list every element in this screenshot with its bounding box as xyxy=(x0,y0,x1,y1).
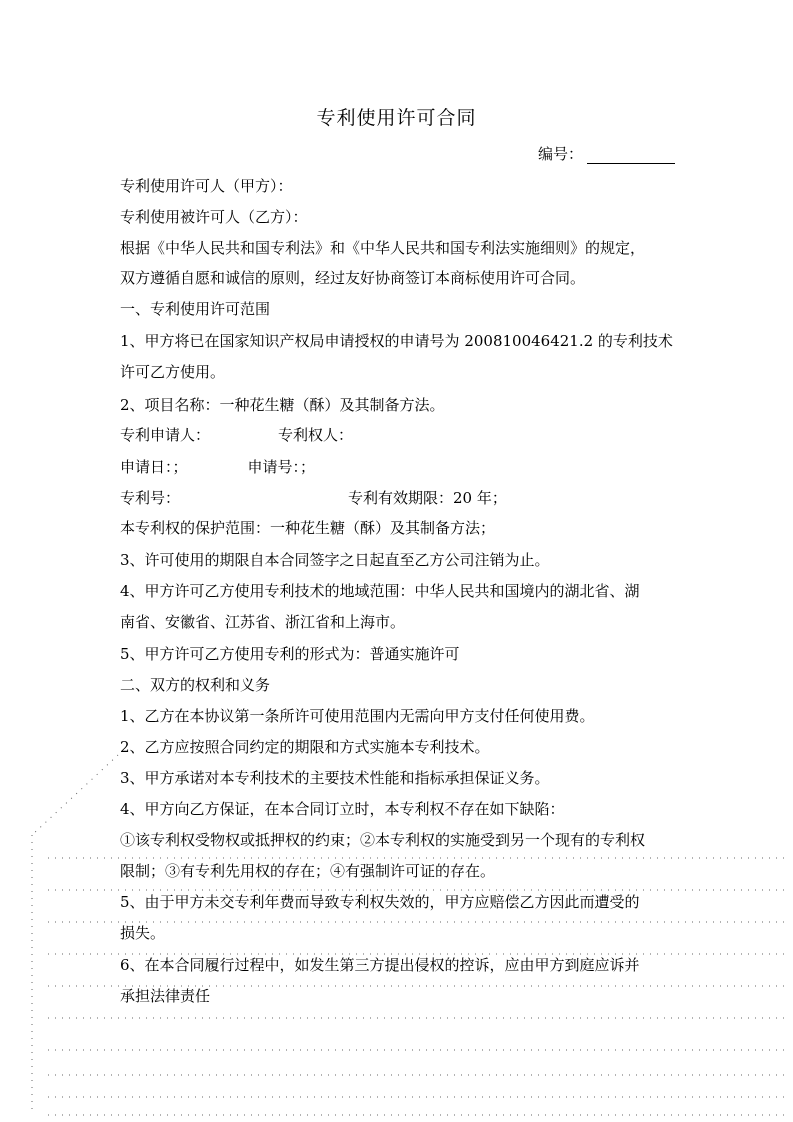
paragraph-line: 5、由于甲方未交专利年费而导致专利权失效的，甲方应赔偿乙方因此而遭受的 xyxy=(120,893,640,911)
paragraph-line: 5、甲方许可乙方使用专利的形式为：普通实施许可 xyxy=(120,645,460,663)
paragraph-line: 双方遵循自愿和诚信的原则，经过友好协商签订本商标使用许可合同。 xyxy=(120,269,586,287)
paragraph-line: 2、项目名称：一种花生糖（酥）及其制备方法。 xyxy=(120,396,445,414)
licensee-line: 专利使用被许可人（乙方）： xyxy=(120,208,308,226)
paragraph-line: 限制；③有专利先用权的存在；④有强制许可证的存在。 xyxy=(120,862,496,880)
contract-number-label: 编号： xyxy=(538,145,584,163)
paragraph-line: 2、乙方应按照合同约定的期限和方式实施本专利技术。 xyxy=(120,738,490,756)
paragraph-line: 1、甲方将已在国家知识产权局申请授权的申请号为 200810046421.2 的专利技术 xyxy=(120,332,673,350)
paragraph-line: 本专利权的保护范围：一种花生糖（酥）及其制备方法； xyxy=(120,519,496,537)
patent-number-row xyxy=(120,488,507,508)
paragraph-line: 4、甲方许可乙方使用专利技术的地域范围：中华人民共和国境内的湖北省、湖 xyxy=(120,582,640,600)
patent-number-label: 专利号： xyxy=(120,489,181,507)
apply-date-label: 申请日：； xyxy=(120,458,188,476)
apply-number-label: 申请号：； xyxy=(247,458,316,476)
paragraph-line: 根据《中华人民共和国专利法》和《中华人民共和国专利法实施细则》的规定， xyxy=(120,239,646,257)
contract-number-blank xyxy=(587,146,675,164)
paragraph-line: ①该专利权受物权或抵押权的约束；②本专利权的实施受到另一个现有的专利权 xyxy=(120,831,646,849)
paragraph-line: 3、许可使用的期限自本合同签字之日起直至乙方公司注销为止。 xyxy=(120,551,550,569)
paragraph-line: 损失。 xyxy=(120,924,166,942)
applicant-label: 专利申请人： xyxy=(120,426,211,444)
paragraph-line: 4、甲方向乙方保证，在本合同订立时，本专利权不存在如下缺陷： xyxy=(120,800,565,818)
section-heading: 二、双方的权利和义务 xyxy=(120,676,271,694)
paragraph-line: 1、乙方在本协议第一条所许可使用范围内无需向甲方支付任何使用费。 xyxy=(120,707,595,725)
dotted-diagonal-line xyxy=(32,755,118,835)
paragraph-line: 6、在本合同履行过程中，如发生第三方提出侵权的控诉，应由甲方到庭应诉并 xyxy=(120,956,640,974)
paragraph-line: 3、甲方承诺对本专利技术的主要技术性能和指标承担保证义务。 xyxy=(120,769,550,787)
patentee-label: 专利权人： xyxy=(278,426,354,444)
document-title: 专利使用许可合同 xyxy=(316,107,477,129)
paragraph-line: 许可乙方使用。 xyxy=(120,363,226,381)
contract-number xyxy=(538,143,675,164)
applicant-row xyxy=(120,425,353,445)
application-row xyxy=(120,457,315,477)
paragraph-line: 南省、安徽省、江苏省、浙江省和上海市。 xyxy=(120,613,406,631)
section-heading: 一、专利使用许可范围 xyxy=(120,300,271,318)
validity-label: 专利有效期限：20 年； xyxy=(348,489,507,507)
paragraph-line: 承担法律责任 xyxy=(120,987,211,1005)
licensor-line: 专利使用许可人（甲方）： xyxy=(120,177,293,195)
